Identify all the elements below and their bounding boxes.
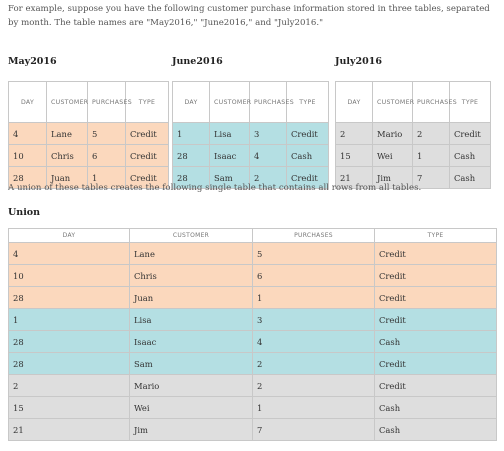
table-row [9, 397, 497, 419]
cell-customer: Juan [47, 167, 88, 189]
cell-purchases: 3 [250, 123, 287, 145]
cell-purchases: 2 [250, 167, 287, 189]
cell-type: Credit [450, 123, 491, 145]
col-header-customer: CUSTOMER [47, 82, 88, 123]
col-header-purchases: PURCHASES [413, 82, 450, 123]
union-table-title: Union [8, 207, 41, 218]
col-header-type: TYPE [287, 82, 329, 123]
cell-day: 28 [9, 287, 130, 309]
cell-day: 1 [173, 123, 210, 145]
col-header-day: DAY [9, 229, 130, 243]
table-row [9, 353, 497, 375]
cell-customer: Mario [130, 375, 253, 397]
cell-purchases: 1 [253, 397, 375, 419]
cell-day: 15 [9, 397, 130, 419]
cell-type: Credit [375, 375, 497, 397]
table-row [336, 145, 491, 167]
july-header-row [336, 82, 491, 123]
cell-type: Cash [375, 397, 497, 419]
col-header-day: DAY [9, 82, 47, 123]
cell-day: 15 [336, 145, 373, 167]
cell-day: 10 [9, 145, 47, 167]
cell-type: Credit [126, 123, 169, 145]
cell-type: Cash [450, 167, 491, 189]
may-header-row [9, 82, 169, 123]
cell-type: Cash [375, 331, 497, 353]
intro-paragraph: For example, suppose you have the following customer purchase information stored in three tables, separated by month. The table names are "May2016," "June2016," and "July2016." [8, 4, 490, 28]
cell-customer: Sam [210, 167, 250, 189]
may-table-title: May2016 [8, 56, 57, 67]
col-header-type: TYPE [126, 82, 169, 123]
cell-purchases: 4 [253, 331, 375, 353]
cell-purchases: 7 [413, 167, 450, 189]
cell-customer: Isaac [130, 331, 253, 353]
june-header-row [173, 82, 329, 123]
cell-purchases: 6 [88, 145, 126, 167]
cell-purchases: 2 [253, 375, 375, 397]
cell-type: Credit [375, 243, 497, 265]
cell-type: Credit [375, 287, 497, 309]
cell-day: 28 [9, 353, 130, 375]
cell-purchases: 1 [88, 167, 126, 189]
cell-day: 2 [336, 123, 373, 145]
cell-purchases: 5 [88, 123, 126, 145]
cell-type: Credit [287, 167, 329, 189]
table-row [9, 145, 169, 167]
col-header-type: TYPE [450, 82, 491, 123]
cell-customer: Isaac [210, 145, 250, 167]
table-row [9, 375, 497, 397]
union-table [8, 228, 497, 441]
july-table-title: July2016 [335, 56, 382, 67]
col-header-purchases: PURCHASES [88, 82, 126, 123]
june-table [172, 81, 329, 189]
cell-day: 4 [9, 243, 130, 265]
cell-customer: Wei [373, 145, 413, 167]
table-row [9, 243, 497, 265]
table-row [9, 309, 497, 331]
cell-customer: Lisa [130, 309, 253, 331]
table-row [173, 123, 329, 145]
table-row [9, 265, 497, 287]
table-row [9, 419, 497, 441]
col-header-day: DAY [336, 82, 373, 123]
cell-purchases: 1 [413, 145, 450, 167]
col-header-purchases: PURCHASES [253, 229, 375, 243]
union-header-row [9, 229, 497, 243]
cell-day: 21 [336, 167, 373, 189]
cell-type: Credit [126, 167, 169, 189]
table-row [9, 123, 169, 145]
cell-customer: Wei [130, 397, 253, 419]
cell-customer: Jim [130, 419, 253, 441]
table-row [336, 123, 491, 145]
col-header-customer: CUSTOMER [210, 82, 250, 123]
col-header-type: TYPE [375, 229, 497, 243]
col-header-purchases: PURCHASES [250, 82, 287, 123]
cell-type: Cash [450, 145, 491, 167]
may-table [8, 81, 169, 189]
cell-customer: Jim [373, 167, 413, 189]
cell-day: 28 [173, 167, 210, 189]
cell-day: 28 [9, 167, 47, 189]
cell-purchases: 2 [253, 353, 375, 375]
cell-day: 28 [173, 145, 210, 167]
cell-customer: Chris [47, 145, 88, 167]
june-table-title: June2016 [172, 56, 223, 67]
cell-day: 28 [9, 331, 130, 353]
cell-day: 21 [9, 419, 130, 441]
cell-purchases: 5 [253, 243, 375, 265]
cell-purchases: 6 [253, 265, 375, 287]
cell-customer: Lane [130, 243, 253, 265]
cell-customer: Mario [373, 123, 413, 145]
col-header-day: DAY [173, 82, 210, 123]
cell-type: Credit [375, 353, 497, 375]
union-intro-paragraph: A union of these tables creates the following single table that contains all rows from all tables. [8, 183, 422, 193]
cell-type: Credit [375, 265, 497, 287]
cell-purchases: 7 [253, 419, 375, 441]
col-header-customer: CUSTOMER [373, 82, 413, 123]
cell-customer: Chris [130, 265, 253, 287]
cell-type: Cash [287, 145, 329, 167]
cell-customer: Sam [130, 353, 253, 375]
july-table [335, 81, 491, 189]
cell-day: 4 [9, 123, 47, 145]
cell-type: Credit [126, 145, 169, 167]
cell-purchases: 3 [253, 309, 375, 331]
cell-customer: Lisa [210, 123, 250, 145]
cell-purchases: 1 [253, 287, 375, 309]
cell-purchases: 2 [413, 123, 450, 145]
cell-purchases: 4 [250, 145, 287, 167]
cell-customer: Juan [130, 287, 253, 309]
cell-type: Credit [287, 123, 329, 145]
table-row [9, 287, 497, 309]
cell-type: Cash [375, 419, 497, 441]
cell-customer: Lane [47, 123, 88, 145]
cell-day: 10 [9, 265, 130, 287]
cell-day: 1 [9, 309, 130, 331]
col-header-customer: CUSTOMER [130, 229, 253, 243]
cell-type: Credit [375, 309, 497, 331]
table-row [9, 331, 497, 353]
table-row [173, 145, 329, 167]
cell-day: 2 [9, 375, 130, 397]
